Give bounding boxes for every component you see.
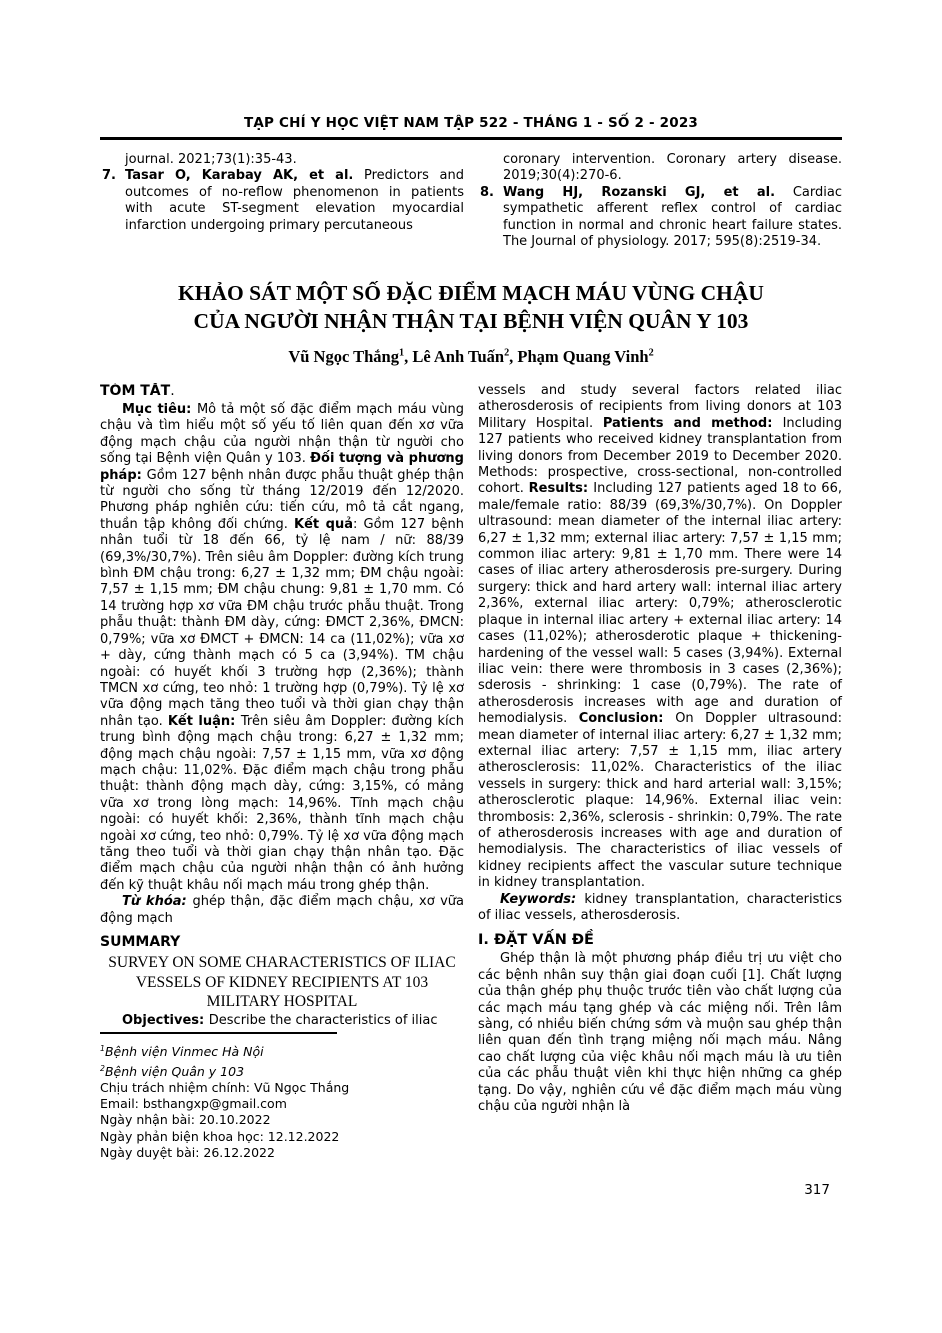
affiliation-mark: 1: [100, 1044, 105, 1054]
keywords-text: kidney transplantation, characteristics of iliac vessels, atherosderosis.: [478, 891, 842, 923]
abstract-run: Gồm 127 bệnh nhân được phẫu thuật ghép thận từ người cho sống từ tháng 12/2019 đến 12/2020. Phương pháp nghiên cứu: tiến cứu, mô tả cắt ngang, thuần tập không đối chứng.: [100, 467, 464, 532]
summary-continuation-paragraph: [478, 383, 842, 892]
summary-run: vessels and study several factors related iliac atherosderosis of recipients from living donors at 103 Military Hospital.: [478, 383, 842, 431]
author-affiliation-mark: 1: [398, 347, 405, 359]
reference-number: 8.: [480, 184, 494, 200]
footnote-separator: [100, 1032, 337, 1034]
author-name: , Phạm Quang Vinh: [509, 347, 649, 366]
reference-text: Cardiac sympathetic afferent reflex control of cardiac function in normal and chronic heart failure states. The Journal of physiology. 2017; 595(8):2519-34.: [503, 184, 842, 250]
author-name: Vũ Ngọc Thắng: [288, 347, 399, 366]
email-line: Email: bsthangxp@gmail.com: [100, 1096, 287, 1112]
objectives-paragraph: [100, 1013, 464, 1029]
keywords-label: Keywords:: [500, 891, 585, 907]
reference-item-7: [100, 168, 464, 234]
keywords-text: ghép thận, đặc điểm mạch chậu, xơ vữa động mạch: [100, 894, 464, 926]
footnote-block: [100, 1032, 464, 1161]
author-affiliation-mark: 2: [648, 347, 654, 359]
objectives-label: Objectives:: [122, 1012, 209, 1028]
affiliation-text: Bệnh viện Quân y 103: [104, 1063, 245, 1079]
author-affiliation-mark: 2: [504, 347, 510, 359]
reference-authors: Wang HJ, Rozanski GJ, et al.: [503, 184, 776, 200]
summary-run: Conclusion:: [578, 711, 676, 727]
article-title: [100, 280, 842, 335]
article-title-line2: CỦA NGƯỜI NHẬN THẬN TẠI BỆNH VIỆN QUÂN Y 103: [193, 308, 749, 333]
summary-run: Patients and method:: [602, 415, 783, 431]
intro-heading: I. ĐẶT VẤN ĐỀ: [478, 932, 594, 949]
objectives-text: Describe the characteristics of iliac: [208, 1012, 438, 1028]
reference-column-left: [100, 152, 464, 250]
reviewed-date-line: Ngày phản biện khoa học: 12.12.2022: [100, 1128, 340, 1144]
affiliation-text: Bệnh viện Vinmec Hà Nội: [104, 1044, 264, 1060]
reference-number: 7.: [102, 168, 116, 184]
reference-text: Predictors and outcomes of no-reflow phenomenon in patients with acute ST-segment elevation myocardial infarction undergoing primary percutaneous: [125, 168, 464, 233]
abstract-run: : Gồm 127 bệnh nhân tuổi từ 18 đến 66, tỷ lệ nam / nữ: 88/39 (69,3%/30,7%). Trên siêu âm Doppler: đường kích trung bình ĐM chậu trong: 6,27 ± 1,32 mm; ĐM chậu ngoài: 7,57 ± 1,15 mm; ĐM chậu chung: 9,81 ± 1,70 mm. Có 14 trường hợp xơ vữa ĐM chậu trước phẫu thuật. Trong phẫu thuật: thành ĐM dày, cứng: ĐMCT 2,36%, ĐMCN: 0,79%; vữa xơ ĐMCT + ĐMCN: 14 ca (11,02%); vữa xơ + dày, cứng thành mạch có 5 ca (3,94%). TM chậu ngoài: có huyết khối 3 trường hợp (2,36%); thành TMCN xơ cứng, teo nhỏ: 1 trường hợp (0,79%). Tỷ lệ xơ vữa động mạch tăng theo tuổi và thời gian chạy thận nhân tạo.: [100, 516, 464, 729]
reference-item-8: [478, 185, 842, 251]
reference-column-right: [478, 152, 842, 250]
summary-run: Including 127 patients aged 18 to 66, male/female ratio: 88/39 (69,3%/30,7%). On Doppler ultrasound: mean diameter of the internal iliac artery: 6,27 ± 1,32 mm; external iliac artery: 7,57 ± 1,15 mm; common iliac artery: 9,81 ± 1,70 mm. There were 14 cases of iliac artery atherosderosis pre-surgery. During surgery: thick and hard artery wall: internal iliac artery 2,36%, external iliac artery: 0,79%; atherosclerotic plaque in internal iliac artery + external iliac artery: 14 cases (11,02%); atherosderotic plaque + thickening-hardening of the vessel wall: 5 cases (3,94%). External iliac vein: there were thrombosis in 3 cases (2,36%); sderosis - shrinking: 1 case (0,79%). The rate of atherosderosis increases with age and duration of hemodialysis.: [478, 481, 842, 727]
body-column-right: [478, 383, 842, 1161]
abstract-heading-text: TÓM TẮT: [100, 383, 171, 399]
running-head: TẠP CHÍ Y HỌC VIỆT NAM TẬP 522 - THÁNG 1 - SỐ 2 - 2023: [243, 115, 699, 131]
abstract-run: Kết luận:: [167, 713, 241, 729]
abstract-run: Trên siêu âm Doppler: đường kích trung bình động mạch chậu trong: 6,27 ± 1,32 mm; động mạch chậu ngoài: 7,57 ± 1,15 mm, vữa xơ động mạch chậu: 11,02%. Đặc điểm mạch chậu trong phẫu thuật: thành động mạch dày, cứng: 3,15%, có mảng vữa xơ trong lòng mạch: 14,96%. Tĩnh mạch chậu ngoài: có huyết khối: 2,36%, thành tĩnh mạch chậu ngoài xơ cứng, teo nhỏ: 0,79%. Tỷ lệ xơ vữa động mạch tăng theo tuổi và thời gian chạy thận nhân tạo. Đặc điểm mạch chậu của người nhận thận có ảnh hưởng đến kỹ thuật khâu nối mạch máu trong ghép thận.: [100, 713, 464, 893]
abstract-run: Kết quả: [294, 516, 353, 532]
body-column-left: [100, 383, 464, 1161]
keywords-label: Từ khóa:: [122, 894, 193, 910]
keywords-paragraph-vi: [100, 894, 464, 927]
abstract-heading-dot: .: [170, 383, 175, 399]
intro-paragraph: Ghép thận là một phương pháp điều trị ưu việt cho các bệnh nhân suy thận giai đoạn cuối [1]. Chất lượng của thận ghép phụ thuộc trước tiên vào chất lượng của các mạch máu tạng ghép và các miệng nối. Trên lâm sàng, có nhiều biến chứng sớm và muộn sau ghép thận liên quan đến tình trạng miệng nối mạch máu. Nâng cao chất lượng của việc khâu nối mạch máu là ưu tiên của các phẫu thuật viên khi thực hiện những ca ghép tạng. Do vậy, nghiên cứu về đặc điểm mạch máu vùng chậu của người nhận là: [478, 951, 842, 1115]
abstract-run: Đối tượng và phương pháp:: [100, 451, 464, 483]
accepted-date-line: Ngày duyệt bài: 26.12.2022: [100, 1144, 275, 1160]
correspondence-line: Chịu trách nhiệm chính: Vũ Ngọc Thắng: [100, 1079, 350, 1095]
summary-heading: SUMMARY: [100, 934, 181, 950]
reference-continuation: coronary intervention. Coronary artery disease. 2019;30(4):270-6.: [503, 152, 842, 184]
header-rule: [100, 137, 842, 140]
article-body: [100, 383, 842, 1161]
keywords-paragraph-en: [478, 892, 842, 925]
authors-line: [100, 347, 842, 367]
author-name: , Lê Anh Tuấn: [404, 347, 505, 366]
summary-run: Including 127 patients who received kidney transplantation from living donors from December 2019 to December 2020. Methods: prospective, cross-sectional, non-controlled cohort.: [478, 415, 843, 497]
affiliation-note: [100, 1061, 464, 1080]
summary-run: On Doppler ultrasound: mean diameter of internal iliac artery: 6,27 ± 1,32 mm; external iliac artery: 7,57 ± 1,15 mm, iliac artery atherosclerosis: 11,02%. Characteristics of the iliac vessels in surgery: thick and hard arterial wall: 3,15%; atherosclerotic plaque: 14,96%. External iliac vein: thrombosis: 2,36%, sclerosis - shrinkin: 0,79%. The rate of atherosderosis increases with age and duration of hemodialysis. The characteristics of iliac vessels of kidney recipients affect the vascular suture technique in kidney transplantation.: [478, 711, 842, 891]
received-date-line: Ngày nhận bài: 20.10.2022: [100, 1112, 271, 1128]
abstract-paragraph: [100, 402, 464, 894]
abstract-run: Mục tiêu:: [122, 402, 197, 417]
reference-list: [100, 152, 842, 250]
reference-authors: Tasar O, Karabay AK, et al.: [125, 168, 354, 184]
article-title-line1: KHẢO SÁT MỘT SỐ ĐẶC ĐIỂM MẠCH MÁU VÙNG CHẬU: [178, 281, 764, 305]
abstract-run: Mô tả một số đặc điểm mạch máu vùng chậu và tìm hiểu một số yếu tố liên quan đến xơ vữa động mạch chậu của người nhận thận từ người cho sống tại Bệnh viện Quân y 103.: [100, 402, 464, 467]
affiliation-note: [100, 1041, 464, 1060]
abstract-heading: [100, 383, 464, 399]
page-number: 317: [804, 1182, 830, 1198]
affiliation-mark: 2: [100, 1063, 105, 1073]
summary-run: Results:: [528, 481, 594, 497]
reference-continuation: journal. 2021;73(1):35-43.: [125, 152, 297, 167]
summary-title: SURVEY ON SOME CHARACTERISTICS OF ILIAC VESSELS OF KIDNEY RECIPIENTS AT 103 MILITARY HOSPITAL: [108, 954, 456, 1010]
